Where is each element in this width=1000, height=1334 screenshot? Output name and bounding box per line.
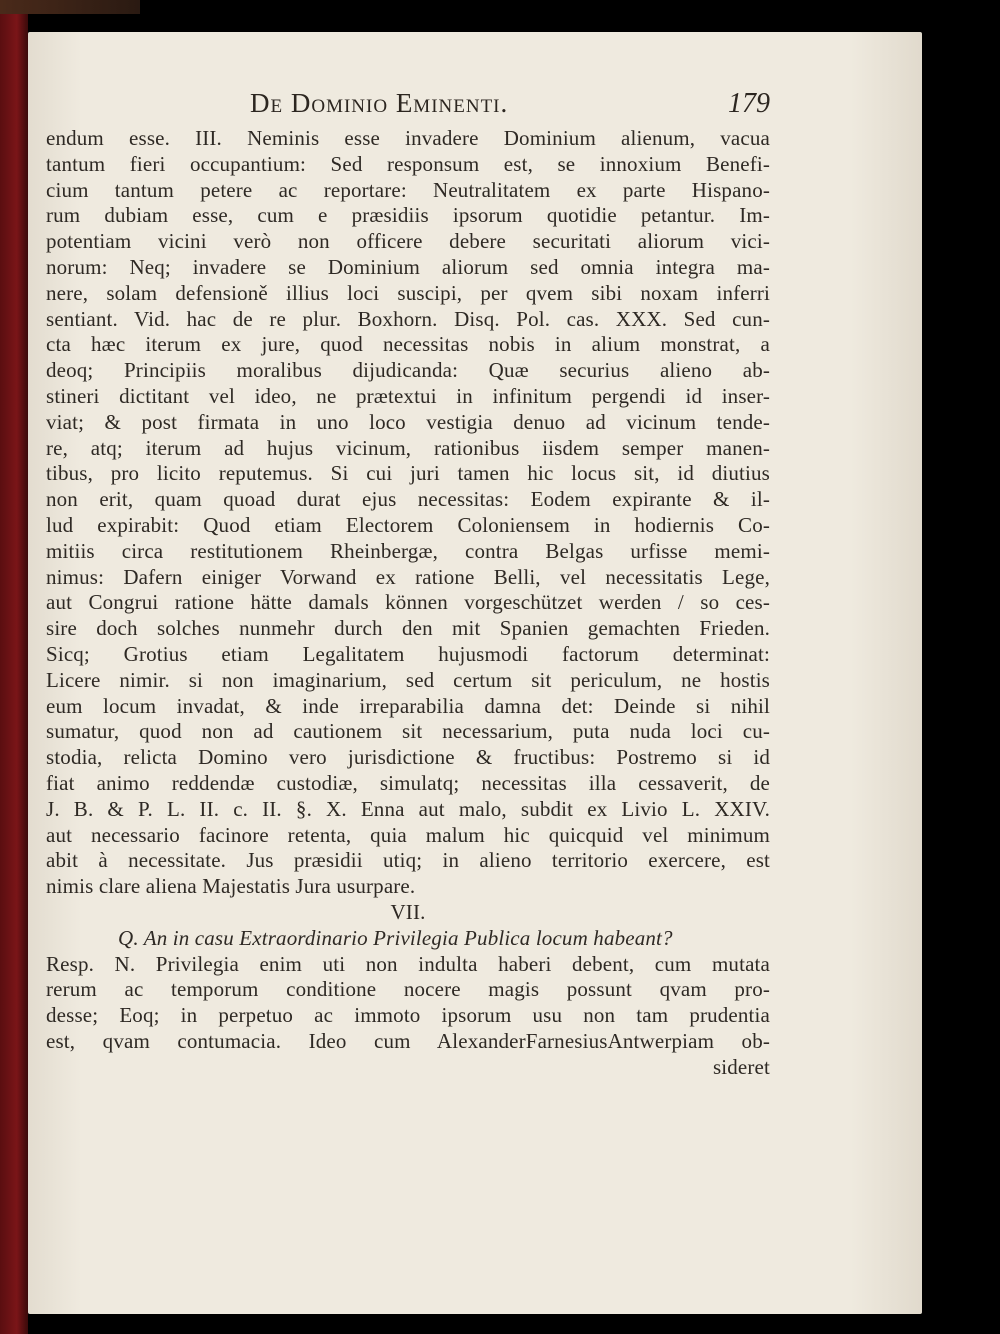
book-edge <box>0 0 28 1334</box>
binding-strip <box>0 0 140 14</box>
text-line: nimus: Dafern einiger Vorwand ex ratione Belli, vel necessitatis Lege, <box>46 564 770 589</box>
text-line: stodia, relicta Domino vero jurisdictione & fructibus: Postremo si id <box>46 745 770 770</box>
text-line: re, atq; iterum ad hujus vicinum, rationibus iisdem semper manen- <box>46 435 770 460</box>
text-line: desse; Eoq; in perpetuo ac immoto ipsorum usu non tam prudentia <box>46 1003 770 1028</box>
text-line: sire doch solches nunmehr durch den mit Spanien gemachten Frieden. <box>46 616 770 641</box>
page-number: 179 <box>728 88 770 119</box>
running-title: De Dominio Eminenti. <box>250 88 509 118</box>
text-line: aut Congrui ratione hätte damals können vorgeschützet werden / so ces- <box>46 590 770 615</box>
text-line: non erit, quam quoad durat ejus necessitas: Eodem expirante & il- <box>46 487 770 512</box>
text-line: eum locum invadat, & inde irreparabilia damna det: Deinde si nihil <box>46 693 770 718</box>
text-line: nere, solam defensioně illius loci suscipi, per qvem sibi noxam inferri <box>46 280 770 305</box>
text-line: cta hæc iterum ex jure, quod necessitas nobis in alium monstrat, a <box>46 332 770 357</box>
text-line: cium tantum petere ac reportare: Neutralitatem ex parte Hispano- <box>46 177 770 202</box>
text-line: sentiant. Vid. hac de re plur. Boxhorn. Disq. Pol. cas. XXX. Sed cun- <box>46 306 770 331</box>
text-line: est, qvam contumacia. Ideo cum AlexanderFarnesiusAntwerpiam ob- <box>46 1028 770 1053</box>
question-line: Q. An in casu Extraordinario Privilegia Publica locum habeant? <box>118 925 673 950</box>
text-line: deoq; Principiis moralibus dijudicanda: Quæ securius alieno ab- <box>46 358 770 383</box>
text-line: abit à necessitate. Jus præsidii utiq; in alieno territorio exercere, est <box>46 848 770 873</box>
text-line: endum esse. III. Neminis esse invadere Dominium alienum, vacua <box>46 126 770 150</box>
text-line: aut necessario facinore retenta, quia malum hic quicquid vel minimum <box>46 822 770 847</box>
text-line: J. B. & P. L. II. c. II. §. X. Enna aut malo, subdit ex Livio L. XXIV. <box>46 796 770 821</box>
text-line: nimis clare aliena Majestatis Jura usurpare. <box>46 874 416 899</box>
text-line: mitiis circa restitutionem Rheinbergæ, contra Belgas urfisse memi- <box>46 538 770 563</box>
text-line: Sicq; Grotius etiam Legalitatem hujusmodi factorum determinat: <box>46 641 770 666</box>
text-line: rerum ac temporum conditione nocere magis possunt qvam pro- <box>46 977 770 1002</box>
text-line: stineri dictitant vel ideo, ne prætextui in infinitum pergendi id inser- <box>46 383 770 408</box>
body-text <box>46 126 770 1080</box>
text-line: sumatur, quod non ad cautionem sit necessarium, puta nuda loci cu- <box>46 719 770 744</box>
text-line: viat; & post firmata in uno loco vestigia denuo ad vicinum tende- <box>46 409 770 434</box>
text-line: Resp. N. Privilegia enim uti non indulta haberi debent, cum mutata <box>46 951 770 976</box>
text-line: lud expirabit: Quod etiam Electorem Coloniensem in hodiernis Co- <box>46 512 770 537</box>
text-line: norum: Neq; invadere se Dominium aliorum sed omnia integra ma- <box>46 254 770 279</box>
catchword: sideret <box>712 1054 770 1079</box>
text-line: fiat animo reddendæ custodiæ, simulatq; necessitas illa cessaverit, de <box>46 770 770 795</box>
text-line: Licere nimir. si non imaginarium, sed certum sit periculum, ne hostis <box>46 667 770 692</box>
section-number: VII. <box>390 899 426 924</box>
text-line: tantum fieri occupantium: Sed responsum est, se innoxium Benefi- <box>46 151 770 176</box>
text-line: tibus, pro licito reputemus. Si cui juri tamen hic locus sit, id diutius <box>46 461 770 486</box>
text-line: rum dubiam esse, cum e præsidiis ipsorum quotidie petantur. Im- <box>46 203 770 228</box>
running-header <box>250 88 770 128</box>
text-line: potentiam vicini verò non officere debere securitati aliorum vici- <box>46 229 770 254</box>
